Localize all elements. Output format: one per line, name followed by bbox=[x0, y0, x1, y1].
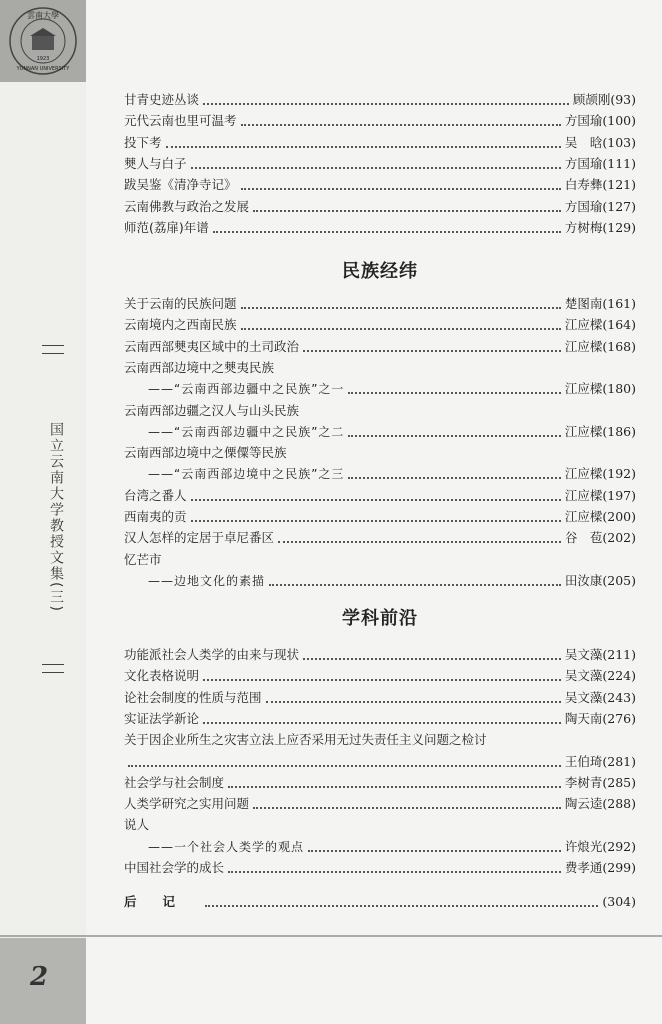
toc-entry-title: 功能派社会人类学的由来与现状 bbox=[124, 647, 300, 662]
toc-entry bbox=[124, 837, 636, 857]
toc-entry-title: 忆芒市 bbox=[124, 551, 162, 567]
leader-dots bbox=[241, 306, 561, 309]
section-heading: 民族经纬 bbox=[342, 261, 418, 282]
toc-entry-author-page: 江应樑(197) bbox=[564, 487, 636, 503]
leader-dots bbox=[266, 700, 561, 703]
leader-dots bbox=[203, 102, 569, 105]
toc-entry-author-page: 江应樑(200) bbox=[564, 509, 636, 524]
leader-dots bbox=[348, 476, 560, 479]
sidebar bbox=[0, 0, 86, 1024]
leader-dots bbox=[269, 583, 561, 586]
page-number-block bbox=[0, 938, 86, 1024]
toc-entry-title: ——“云南西部边疆中之民族”之一 bbox=[148, 382, 345, 397]
leader-dots bbox=[253, 209, 561, 212]
toc-entry-title: 关于云南的民族问题 bbox=[124, 296, 237, 311]
toc-entry-author-page: 王伯琦(281) bbox=[564, 753, 636, 769]
leader-dots bbox=[241, 187, 561, 190]
toc-entry bbox=[124, 315, 636, 335]
toc-entry bbox=[124, 666, 636, 686]
toc-entry-author-page: 江应樑(164) bbox=[564, 317, 636, 333]
logo-year: 1923 bbox=[36, 56, 50, 62]
toc-entry-author-page: 吴文藻(211) bbox=[564, 647, 636, 662]
toc-entry bbox=[124, 422, 636, 442]
toc-entry-title: 甘青史迹丛谈 bbox=[124, 92, 200, 107]
toc-entry bbox=[124, 218, 636, 238]
toc-entry-title: ——“云南西部边境中之民族”之三 bbox=[148, 467, 345, 482]
toc-entry-author-page: 吴文藻(224) bbox=[564, 668, 636, 684]
toc-entry-author-page: 陶云逵(288) bbox=[564, 796, 636, 812]
toc-entry bbox=[124, 709, 636, 729]
toc-entry bbox=[124, 464, 636, 484]
toc-entry-title: 文化表格说明 bbox=[124, 668, 200, 684]
leader-dots bbox=[128, 764, 561, 767]
toc-entry-author-page: 方国瑜(127) bbox=[564, 198, 636, 214]
toc-entry-author-page: (304) bbox=[602, 894, 636, 909]
toc-entry bbox=[124, 358, 636, 378]
toc-entry-author-page: 吴 晗(103) bbox=[564, 134, 636, 150]
university-logo-block bbox=[0, 0, 86, 82]
toc-entry bbox=[124, 858, 636, 878]
toc-entry-author-page: 江应樑(192) bbox=[564, 466, 636, 482]
toc-entry-title: 汉人怎样的定居于卓尼番区 bbox=[124, 530, 275, 546]
toc-entry-title: 师范(荔扉)年谱 bbox=[124, 219, 209, 235]
toc-entry bbox=[124, 154, 636, 174]
toc-entry-title: 云南西部边疆之汉人与山头民族 bbox=[124, 402, 300, 418]
toc-entry-title: 云南西部边境中之僰夷民族 bbox=[124, 359, 275, 375]
toc-entry-author-page: 田汝康(205) bbox=[564, 572, 636, 588]
toc-entry-title: 跋吴鉴《清净寺记》 bbox=[124, 177, 237, 193]
toc-entry-title: ——边地文化的素描 bbox=[148, 573, 266, 588]
section-heading: 学科前沿 bbox=[342, 608, 418, 629]
toc-entry bbox=[124, 294, 636, 314]
logo-text: 雲南大學 bbox=[27, 11, 59, 20]
toc-entry bbox=[124, 111, 636, 131]
leader-dots bbox=[348, 434, 560, 437]
toc-entry bbox=[124, 507, 636, 527]
toc-entry-author-page: 方国瑜(100) bbox=[564, 113, 636, 129]
toc-entry-author-page: 陶天南(276) bbox=[564, 710, 636, 726]
toc-entry-title: 僰人与白子 bbox=[124, 155, 187, 171]
toc-entry bbox=[124, 401, 636, 421]
toc-entry-author-page: 方树梅(129) bbox=[564, 219, 636, 235]
logo-subtext: YUNNAN UNIVERSITY bbox=[16, 66, 70, 72]
sidebar-divider-top bbox=[42, 345, 64, 354]
toc-entry-title: 实证法学新论 bbox=[124, 710, 200, 726]
leader-dots bbox=[203, 721, 561, 724]
leader-dots bbox=[253, 806, 561, 809]
toc-entry bbox=[124, 815, 636, 835]
toc-entry bbox=[124, 794, 636, 814]
toc-entry-title: 人类学研究之实用问题 bbox=[124, 796, 250, 812]
toc-entry bbox=[124, 752, 636, 772]
page-number: 2 bbox=[30, 962, 49, 992]
toc-entry bbox=[124, 379, 636, 399]
toc-entry-title: ——“云南西部边疆中之民族”之二 bbox=[148, 424, 345, 439]
toc-entry-author-page: 白寿彝(121) bbox=[564, 177, 636, 193]
toc-entry-author-page: 顾颉刚(93) bbox=[572, 92, 636, 107]
toc-entry-title: 云南佛教与政治之发展 bbox=[124, 198, 250, 214]
toc-entry-title: 中国社会学的成长 bbox=[124, 860, 225, 875]
leader-dots bbox=[191, 166, 561, 169]
toc-entry-title: 后记 bbox=[124, 894, 202, 909]
toc-entry bbox=[124, 688, 636, 708]
toc-entry-author-page: 吴文藻(243) bbox=[564, 689, 636, 705]
leader-dots bbox=[166, 145, 561, 148]
leader-dots bbox=[205, 904, 598, 907]
leader-dots bbox=[203, 678, 561, 681]
toc-entry-author-page: 江应樑(180) bbox=[564, 381, 636, 397]
toc-entry bbox=[124, 133, 636, 153]
toc-entry bbox=[124, 528, 636, 548]
toc-entry bbox=[124, 175, 636, 195]
toc-entry bbox=[124, 571, 636, 591]
toc-entry-author-page: 江应樑(186) bbox=[564, 423, 636, 439]
leader-dots bbox=[303, 349, 561, 352]
toc-entry-title: 论社会制度的性质与范围 bbox=[124, 689, 262, 705]
toc-entry-title: 社会学与社会制度 bbox=[124, 774, 225, 790]
toc-entry-title: 投下考 bbox=[124, 134, 162, 150]
toc-entry-author-page: 李树青(285) bbox=[564, 774, 636, 790]
leader-dots bbox=[241, 327, 561, 330]
toc-entry-author-page: 许烺光(292) bbox=[564, 838, 636, 854]
toc-entry bbox=[124, 337, 636, 357]
toc-entry-title: 云南西部僰夷区域中的土司政治 bbox=[124, 338, 300, 354]
book-series-title: 国立云南大学教授文集(三) bbox=[48, 422, 64, 613]
toc-entry bbox=[124, 443, 636, 463]
toc-entry-title: 云南西部边境中之傈僳等民族 bbox=[124, 445, 287, 461]
toc-entry-title: 云南境内之西南民族 bbox=[124, 317, 237, 333]
sidebar-divider-bottom bbox=[42, 664, 64, 673]
toc-entry bbox=[124, 730, 636, 750]
toc-entry bbox=[124, 486, 636, 506]
toc-entry bbox=[124, 773, 636, 793]
toc-entry-author-page: 费孝通(299) bbox=[564, 860, 636, 875]
toc-entry bbox=[124, 550, 636, 570]
leader-dots bbox=[348, 391, 560, 394]
leader-dots bbox=[278, 540, 561, 543]
toc-entry-author-page: 谷 苞(202) bbox=[564, 530, 636, 546]
leader-dots bbox=[241, 123, 561, 126]
leader-dots bbox=[213, 230, 561, 233]
leader-dots bbox=[308, 849, 561, 852]
leader-dots bbox=[191, 519, 561, 522]
leader-dots bbox=[303, 657, 561, 660]
toc-entry bbox=[124, 197, 636, 217]
toc-entry-title: ——一个社会人类学的观点 bbox=[148, 839, 305, 854]
toc-entry-author-page: 楚图南(161) bbox=[564, 296, 636, 311]
toc-entry-title: 西南夷的贡 bbox=[124, 509, 187, 524]
toc-entry bbox=[124, 645, 636, 665]
bottom-rule bbox=[0, 935, 662, 937]
toc-entry-author-page: 江应樑(168) bbox=[564, 338, 636, 354]
toc-entry-title: 说人 bbox=[124, 817, 150, 833]
toc-entry-title: 台湾之番人 bbox=[124, 487, 187, 503]
toc-entry bbox=[124, 892, 636, 912]
toc-entry-author-page: 方国瑜(111) bbox=[564, 155, 636, 171]
toc-entry-title: 元代云南也里可温考 bbox=[124, 113, 237, 129]
toc-entry-title: 关于因企业所生之灾害立法上应否采用无过失责任主义问题之检讨 bbox=[124, 732, 487, 748]
leader-dots bbox=[228, 785, 561, 788]
leader-dots bbox=[228, 870, 561, 873]
toc-entry bbox=[124, 90, 636, 110]
leader-dots bbox=[191, 498, 561, 501]
university-seal-icon bbox=[8, 4, 78, 78]
